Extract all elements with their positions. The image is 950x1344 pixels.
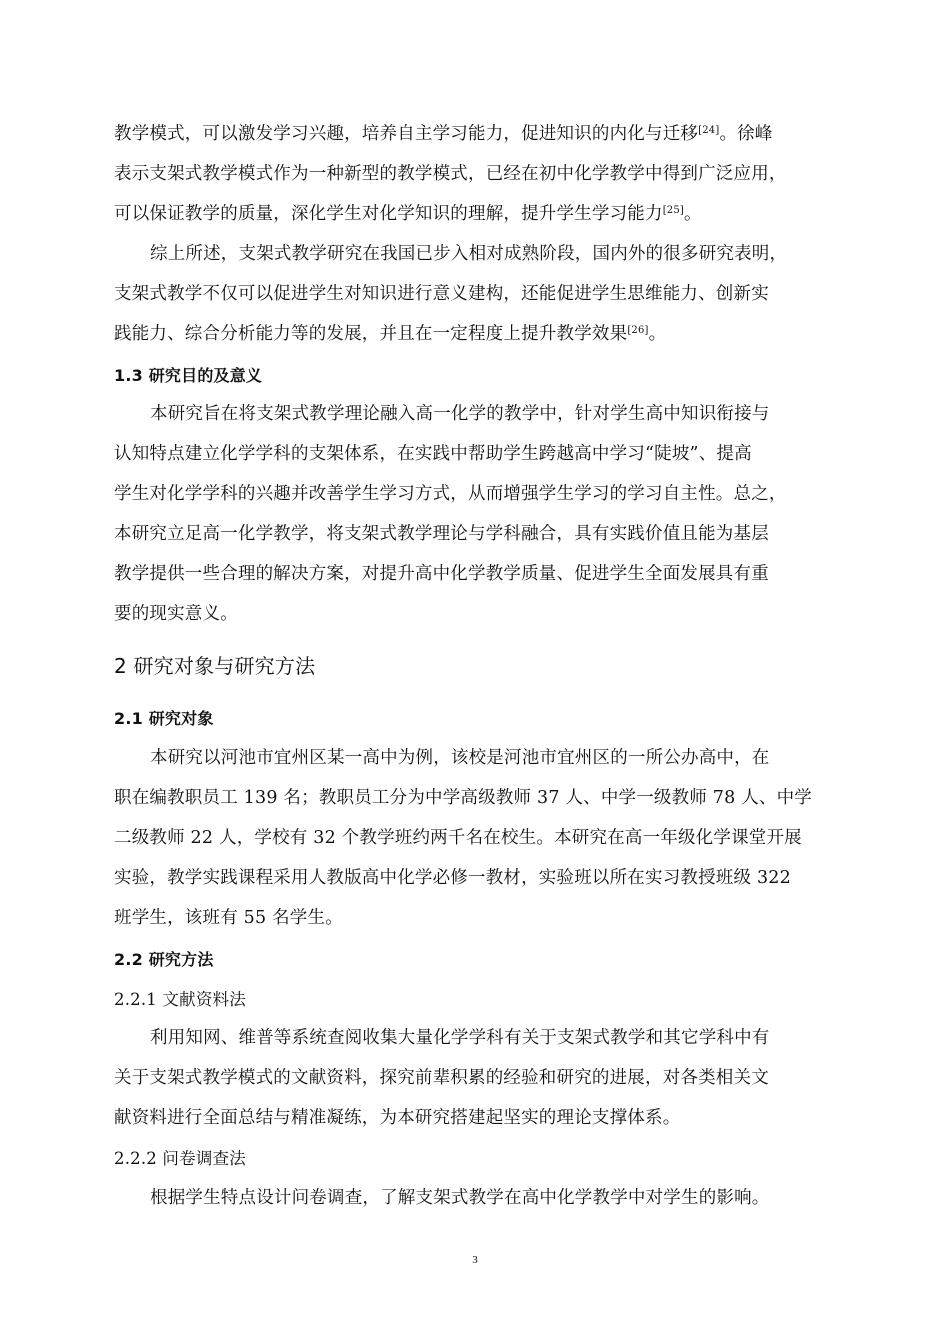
sec221-line3: 献资料进行全面总结与精准凝练，为本研究搭建起坚实的理论支撑体系。 [114, 1108, 681, 1128]
citation-25: [25] [662, 205, 685, 216]
sec21-line1: 本研究以河池市宜州区某一高中为例，该校是河池市宜州区的一所公办高中，在 [150, 748, 770, 768]
sec13-line5: 教学提供一些合理的解决方案，对提升高中化学教学质量、促进学生全面发展具有重 [114, 564, 769, 584]
sec21-line4: 实验，教学实践课程采用人教版高中化学必修一教材，实验班以所在实习教授班级 322 [114, 868, 791, 888]
section-2-1-heading: 2.1 研究对象 [114, 709, 214, 728]
sec13-line1: 本研究旨在将支架式教学理论融入高一化学的教学中，针对学生高中知识衔接与 [150, 404, 770, 424]
sec221-line2: 关于支架式教学模式的文献资料，探究前辈积累的经验和研究的进展，对各类相关文 [114, 1068, 769, 1088]
sec13-line3: 学生对化学学科的兴趣并改善学生学习方式，从而增强学生学习的学习自主性。总之， [114, 484, 787, 504]
sec21-line3: 二级教师 22 人，学校有 32 个教学班约两千名在校生。本研究在高一年级化学课堂开展 [114, 828, 802, 848]
sec13-line6: 要的现实意义。 [114, 604, 238, 624]
para1-line3: 可以保证教学的质量，深化学生对化学知识的理解，提升学生学习能力[25]。 [114, 204, 702, 224]
section-2-2-2-heading: 2.2.2 问卷调查法 [114, 1149, 246, 1168]
page-number: 3 [472, 1254, 478, 1266]
sec21-line5: 班学生，该班有 55 名学生。 [114, 908, 343, 928]
para2-line2: 支架式教学不仅可以促进学生对知识进行意义建构，还能促进学生思维能力、创新实 [114, 284, 769, 304]
para2-line3: 践能力、综合分析能力等的发展，并且在一定程度上提升教学效果[26]。 [114, 324, 667, 344]
para2-line1: 综上所述，支架式教学研究在我国已步入相对成熟阶段，国内外的很多研究表明， [150, 244, 788, 264]
section-1-3-heading: 1.3 研究目的及意义 [114, 366, 263, 385]
sec13-line4: 本研究立足高一化学教学，将支架式教学理论与学科融合，具有实践价值且能为基层 [114, 524, 769, 544]
sec222-line1: 根据学生特点设计问卷调查，了解支架式教学在高中化学教学中对学生的影响。 [150, 1188, 770, 1208]
citation-24: [24] [698, 125, 720, 136]
citation-26: [26] [627, 325, 649, 336]
para1-line1: 教学模式，可以激发学习兴趣，培养自主学习能力，促进知识的内化与迁移[24]。徐峰 [114, 124, 773, 144]
sec21-line2: 职在编教职员工 139 名；教职员工分为中学高级教师 37 人、中学一级教师 78 人、中学 [114, 788, 813, 808]
sec13-line2: 认知特点建立化学学科的支架体系，在实践中帮助学生跨越高中学习“陡坡”、提高 [114, 444, 752, 464]
para1-line2: 表示支架式教学模式作为一种新型的教学模式，已经在初中化学教学中得到广泛应用， [114, 164, 787, 184]
section-2-2-heading: 2.2 研究方法 [114, 950, 214, 969]
sec221-line1: 利用知网、维普等系统查阅收集大量化学学科有关于支架式教学和其它学科中有 [150, 1028, 770, 1048]
section-2-2-1-heading: 2.2.1 文献资料法 [114, 990, 246, 1009]
section-2-heading: 2 研究对象与研究方法 [114, 654, 316, 678]
